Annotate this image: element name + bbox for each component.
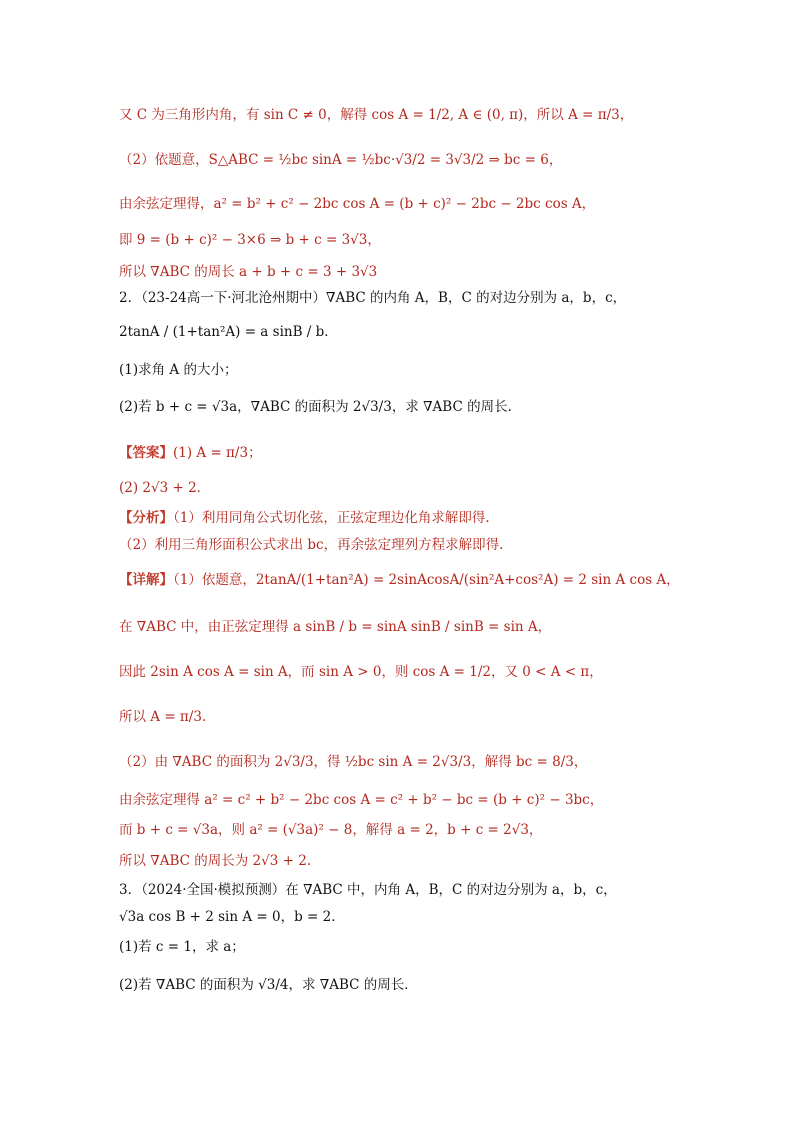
answer-line-1 xyxy=(119,443,262,463)
detail-2: 在 ∇ABC 中，由正弦定理得 a sinB / b = sinA sinB / sinB = sin A， xyxy=(119,619,552,635)
detail-5: （2）由 ∇ABC 的面积为 2√3/3，得 ½bc sin A = 2√3/3，解得 bc = 8/3， xyxy=(119,754,588,770)
answer-1: (1) A = π/3； xyxy=(173,445,262,461)
detail-8: 所以 ∇ABC 的周长为 2√3 + 2. xyxy=(119,853,312,869)
answer-2: (2) 2√3 + 2． xyxy=(119,480,211,496)
question-2-part-2: (2)若 b + c = √3a，∇ABC 的面积为 2√3/3，求 ∇ABC 的周长． xyxy=(119,399,522,415)
question-2-heading: 2．（23-24高一下·河北沧州期中）∇ABC 的内角 A，B，C 的对边分别为 a，b，c， xyxy=(119,290,627,306)
question-3-part-2: (2)若 ∇ABC 的面积为 √3/4，求 ∇ABC 的周长． xyxy=(119,977,418,993)
analysis-line-1 xyxy=(119,508,490,528)
question-2-part-1: (1)求角 A 的大小； xyxy=(119,362,238,378)
detail-1: （1）依题意，2tanA/(1+tan²A) = 2sinAcosA/(sin²A+cos²A) = 2 sin A cos A， xyxy=(173,572,680,588)
detail-line-1 xyxy=(119,570,680,590)
question-3-heading: 3．（2024·全国·模拟预测）在 ∇ABC 中，内角 A，B，C 的对边分别为 a，b，c， xyxy=(119,882,617,898)
detail-tag: 【详解】 xyxy=(119,572,173,588)
question-2-equation: 2tanA / (1+tan²A) = a sinB / b． xyxy=(119,324,338,340)
detail-6: 由余弦定理得 a² = c² + b² − 2bc cos A = c² + b² − bc = (b + c)² − 3bc， xyxy=(119,792,604,808)
answer-tag: 【答案】 xyxy=(119,445,173,461)
solution-line-1: 又 C 为三角形内角，有 sin C ≠ 0，解得 cos A = 1/2, A ∈ (0, π)，所以 A = π/3， xyxy=(119,107,634,123)
solution-line-2: （2）依题意，S△ABC = ½bc sinA = ½bc·√3/2 = 3√3/2 ⇒ bc = 6， xyxy=(119,152,563,168)
question-3-part-1: (1)若 c = 1，求 a； xyxy=(119,939,245,955)
detail-4: 所以 A = π/3. xyxy=(119,709,207,725)
question-3-equation: √3a cos B + 2 sin A = 0，b = 2． xyxy=(119,909,345,925)
analysis-2: （2）利用三角形面积公式求出 bc，再余弦定理列方程求解即得. xyxy=(119,537,504,553)
solution-line-5: 所以 ∇ABC 的周长 a + b + c = 3 + 3√3 xyxy=(119,264,378,280)
detail-3: 因此 2sin A cos A = sin A，而 sin A > 0，则 cos A = 1/2，又 0 < A < π， xyxy=(119,664,603,680)
solution-line-3: 由余弦定理得，a² = b² + c² − 2bc cos A = (b + c)² − 2bc − 2bc cos A， xyxy=(119,196,596,212)
analysis-tag: 【分析】 xyxy=(119,510,173,526)
analysis-1: （1）利用同角公式切化弦，正弦定理边化角求解即得. xyxy=(173,510,490,526)
solution-line-4: 即 9 = (b + c)² − 3×6 ⇒ b + c = 3√3， xyxy=(119,232,381,248)
detail-7: 而 b + c = √3a，则 a² = (√3a)² − 8，解得 a = 2，b + c = 2√3， xyxy=(119,822,543,838)
